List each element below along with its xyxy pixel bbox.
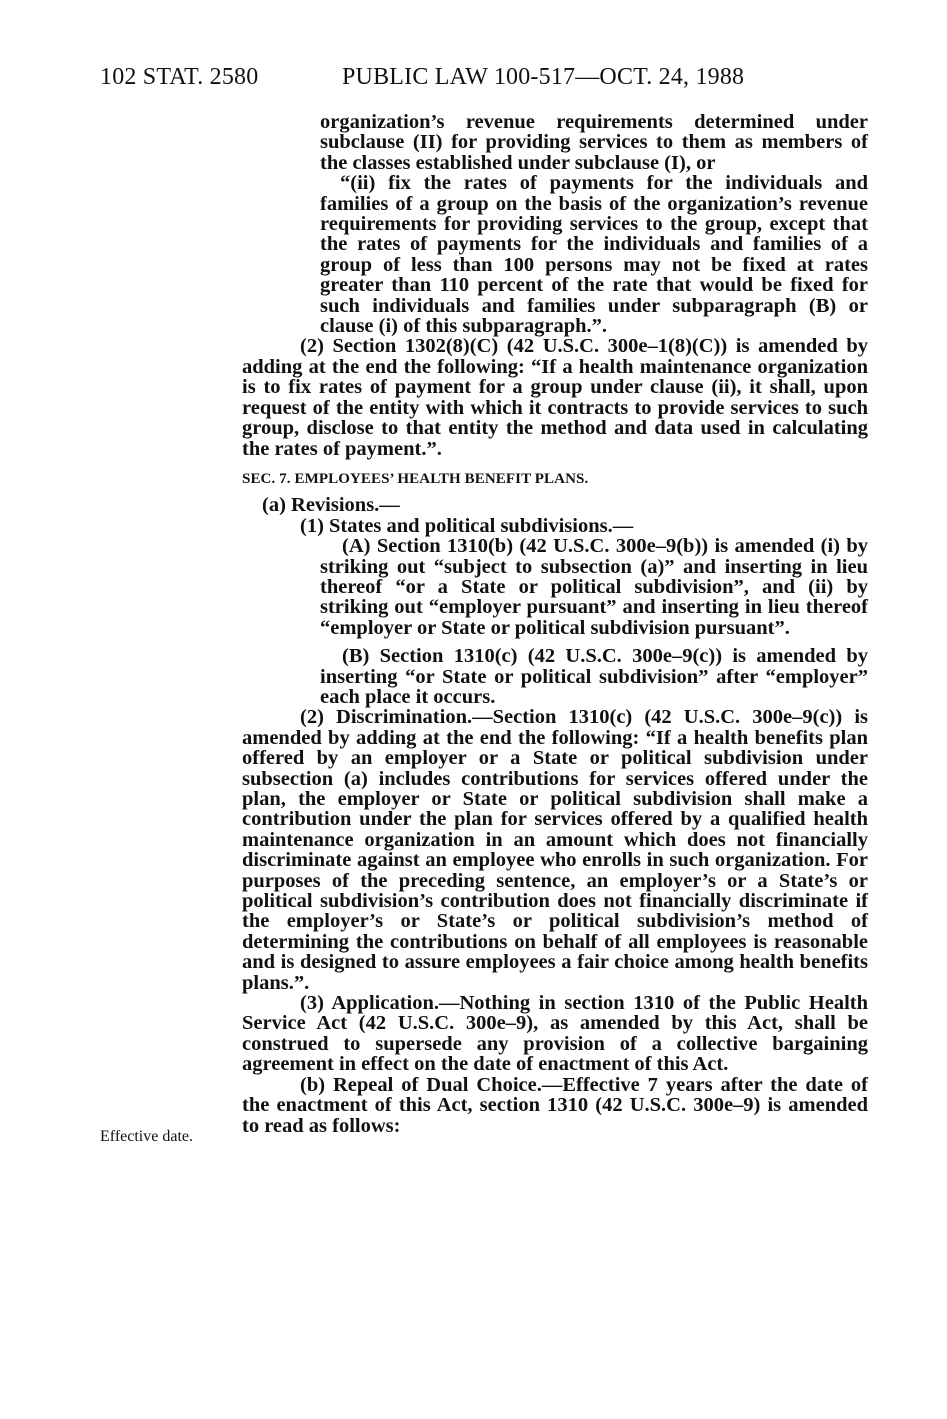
subparagraph-b: (B) Section 1310(c) (42 U.S.C. 300e–9(c)) is amended by inserting “or State or political subdivision” after “employer” each place it occurs. [320, 645, 868, 708]
paragraph-discrimination: (2) Discrimination.—Section 1310(c) (42 U.S.C. 300e–9(c)) is amended by adding at the end the following: “If a health benefits plan offered by an employer or a State or political subdivision under subsection (a) includes contributions for services offered under the plan, the employer or State or political subdivision shall make a contribution under the plan for services offered by a qualified health maintenance organization in an amount which does not financially discriminate against an employee who enrolls in such organization. For purposes of the preceding sentence, an employer’s or a State’s or political subdivision’s contribution does not financially discriminate if the employer’s or State’s or political subdivision’s method of determining the contributions on behalf of all employees is reasonable and is designed to assure employees a fair choice among health benefits plans.”. [242, 706, 868, 994]
paragraph-clause-ii: “(ii) fix the rates of payments for the individuals and families of a group on the basis of the organization’s revenue requirements for providing services to the group, except that the rates of payments for the individuals and families of a group of less than 100 persons may not be fixed at rates greater than 110 percent of the rate that would be fixed for such individuals and families under subparagraph (B) or clause (i) of this subparagraph.”. [320, 172, 868, 338]
subsection-b-repeal: (b) Repeal of Dual Choice.—Effective 7 years after the date of the enactment of this Act, section 1310 (42 U.S.C. 300e–9) is amended to read as follows: [242, 1073, 868, 1137]
paragraph-application: (3) Application.—Nothing in section 1310 of the Public Health Service Act (42 U.S.C. 300e–9), as amended by this Act, shall be construed to supersede any provision of a collective bargaining agreement in effect on the date of enactment of this Act. [242, 992, 868, 1076]
subsection-a-heading: (a) Revisions.— [262, 494, 400, 517]
paragraph-1-heading: (1) States and political subdivisions.— [300, 514, 634, 537]
subparagraph-a: (A) Section 1310(b) (42 U.S.C. 300e–9(b)) is amended (i) by striking out “subject to subsection (a)” and inserting in lieu thereof “or a State or political subdivision”, and (ii) by striking out “employer pursuant” and inserting in lieu thereof “employer or State or political subdivision pursuant”. [320, 535, 868, 639]
statute-text [242, 112, 868, 1136]
margin-note-effective-date: Effective date. [100, 1128, 193, 1145]
public-law-title: PUBLIC LAW 100-517—OCT. 24, 1988 [342, 64, 745, 90]
section-heading: SEC. 7. EMPLOYEES’ HEALTH BENEFIT PLANS. [242, 470, 589, 487]
paragraph-section-1302: (2) Section 1302(8)(C) (42 U.S.C. 300e–1(8)(C)) is amended by adding at the end the following: “If a health maintenance organization is to fix rates of payment for a group under clause (ii), it shall, upon request of the entity with which it contracts to provide services to such group, disclose to that entity the method and data used in calculating the rates of payment.”. [242, 335, 868, 460]
stat-page-number: 102 STAT. 2580 [100, 64, 259, 90]
paragraph-continuation: organization’s revenue requirements determined under subclause (II) for providing services to them as members of the classes established under subclause (I), or [320, 111, 868, 174]
